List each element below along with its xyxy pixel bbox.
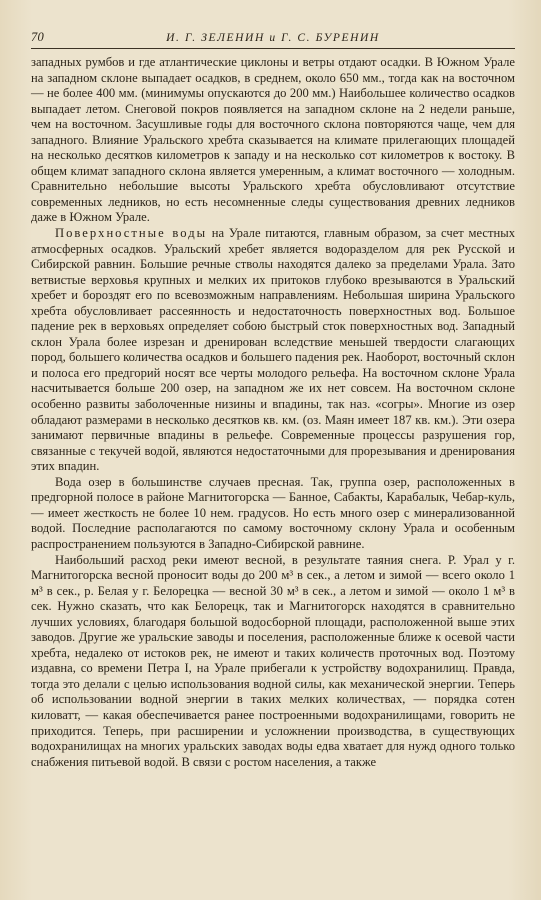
body-text (31, 55, 515, 770)
page-number: 70 (31, 30, 45, 44)
paragraph-text: западных румбов и где атлантические циклоны и ветры отдают осадки. В Южном Урале на западном склоне выпадает осадков, в среднем, около 650 мм., тогда как на восточном — не более 400 мм. (минимумы опускаются до 200 мм.) Наибольшее количество осадков выпадает летом. Снеговой покров появляется на западном склоне на 2 недели раньше, чем на восточном. Засушливые годы для восточного склона повторяются чаще, чем для западного. Влияние Уральского хребта сказывается на климате прилегающих площадей на несколько десятков километров к западу и на несколько сот километров к востоку. В общем климат западного склона является умеренным, а климат восточного — холодным. Сравнительно небольшие высоты Уральского хребта обусловливают отсутствие современных ледников, но есть несомненные следы существования древних ледников даже в Южном Урале. (31, 55, 515, 225)
header-rule (31, 48, 515, 49)
paragraph-text: на Урале питаются, главным образом, за счет местных атмосферных осадков. Уральский хребет является водоразделом для рек Русской и Сибирской равнин. Большие речные стволы находятся далеко за пределами Урала. Зато ветвистые верховья крупных и мелких их притоков глубоко врезываются в Уральский хребет и бороздят его по всевозможным направлениям. Небольшая ширина Уральского хребта обусловливает рассеянность и недостаточность поверхностных вод. Большое падение рек в верховьях определяет собою быстрый сток поверхностных вод. Западный склон Урала более изрезан и дренирован вследствие меньшей твердости слагающих пород, большего количества осадков и большего падения рек. Наоборот, восточный склон и полоса его предгорий носят все черты молодого рельефа. На восточном склоне Урала насчитывается больше 200 озер, на западном же их нет совсем. На восточном склоне особенно развиты заболоченные низины и впадины, так наз. «согры». Многие из озер обладают размерами в несколько десятков кв. км. (оз. Маян имеет 187 кв. км.). Эти озера занимают первичные впадины в рельефе. Современные процессы разрушения гор, связанные с текучей водой, являются недостаточными для прорезывания и дренирования этих впадин. (31, 226, 515, 474)
paragraph-text: Наибольший расход реки имеют весной, в результате таяния снега. Р. Урал у г. Магнитогорска весной проносит воды до 200 м³ в сек., а летом и зимой — всего около 1 м³ в сек., р. Белая у г. Белорецка — весной 30 м³ в сек., а летом и зимой — около 1 м³ в сек. Нужно сказать, что как Белорецк, так и Магнитогорск находятся в сравнительно лучших условиях, благодаря большой водосборной площади, расположенной выше этих заводов. Другие же уральские заводы и поселения, расположенные ближе к осевой части хребта, недалеко от истоков рек, не имеют и таких количеств проточных вод. Поэтому издавна, со времени Петра I, на Урале прибегали к устройству водохранилищ. Правда, тогда это делали с целью использования водной силы, как механической энергии. Теперь об использовании водной энергии в таких мелких количествах, — порядка сотен киловатт, — какая обеспечивается ранее построенными водохранилищами, говорить не приходится. Теперь, при расширении и усложнении производства, в существующих водохранилищах на многих уральских заводах воды едва хватает для нужд одного только снабжения питьевой водой. В связи с ростом населения, а также (31, 552, 515, 769)
paragraph-lake-water (31, 475, 515, 553)
page-header (31, 30, 515, 46)
paragraph-text: Вода озер в большинстве случаев пресная. Так, группа озер, расположенных в предгорной полосе в районе Магнитогорска — Банное, Сабакты, Карабалык, Чебар-куль, — имеет жесткость не более 10 нем. градусов. Но есть много озер с минерализованной водой. Последние располагаются по самому восточному склону Урала и особенным распространением пользуются в Западно-Сибирской равнине. (31, 474, 515, 551)
paragraph-climate (31, 55, 515, 226)
paragraph-lead: Поверхностные воды (55, 226, 208, 241)
paragraph-river-discharge (31, 553, 515, 771)
paragraph-surface-waters (31, 226, 515, 475)
running-head: И. Г. ЗЕЛЕНИН и Г. С. БУРЕНИН (166, 32, 380, 44)
